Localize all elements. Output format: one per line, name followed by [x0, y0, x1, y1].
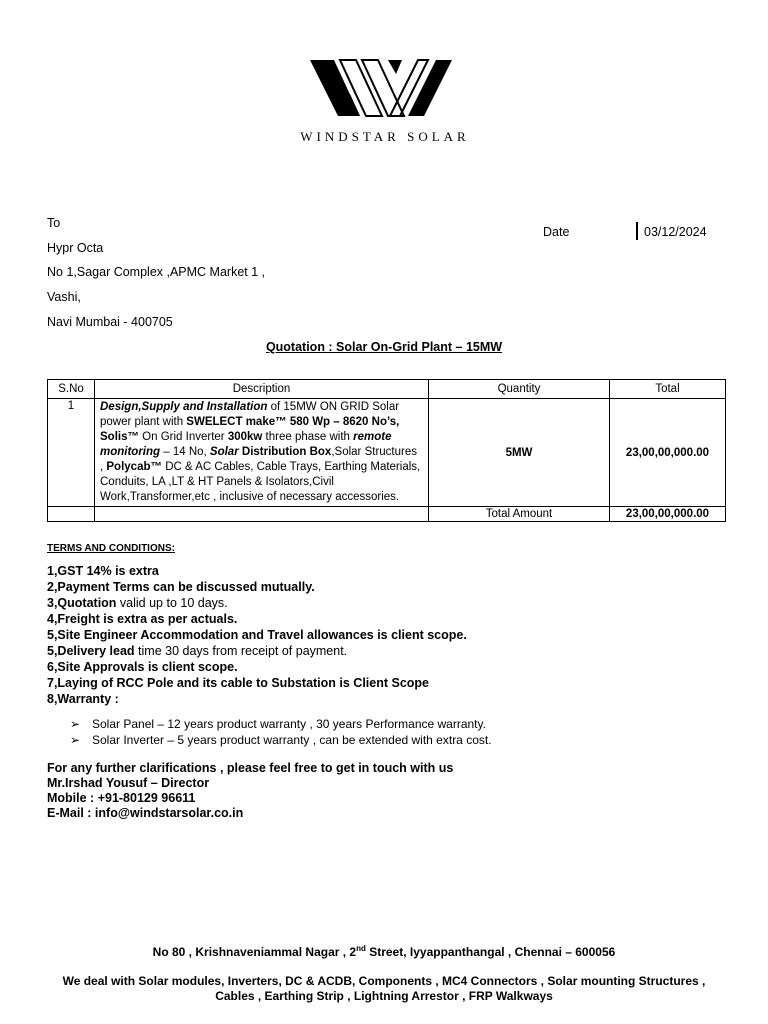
term-rcc-pole: 7,Laying of RCC Pole and its cable to Substation is Client Scope	[47, 676, 430, 690]
cell-quantity: 5MW	[429, 399, 610, 507]
terms-heading: TERMS AND CONDITIONS:	[47, 543, 175, 554]
recipient-address-line1: No 1,Sagar Complex ,APMC Market 1 ,	[47, 265, 266, 279]
header-quantity: Quantity	[429, 380, 610, 399]
recipient-address-line2: Vashi,	[47, 290, 81, 304]
date-separator	[636, 222, 638, 240]
contact-mobile: Mobile : +91-80129 96611	[47, 791, 196, 805]
quotation-table	[47, 379, 726, 522]
table-header-row	[48, 380, 726, 399]
term-payment: 2,Payment Terms can be discussed mutually.	[47, 580, 315, 594]
contact-person: Mr.Irshad Yousuf – Director	[47, 776, 210, 790]
table-row	[48, 399, 726, 507]
term-accommodation: 5,Site Engineer Accommodation and Travel allowances is client scope.	[47, 628, 467, 642]
list-item: ➢ Solar Inverter – 5 years product warranty , can be extended with extra cost.	[70, 733, 492, 747]
total-amount-label: Total Amount	[429, 507, 610, 522]
footer-products-line2: Cables , Earthing Strip , Lightning Arrestor , FRP Walkways	[215, 989, 553, 1003]
term-approvals: 6,Site Approvals is client scope.	[47, 660, 238, 674]
brand-name: WINDSTAR SOLAR	[300, 129, 470, 144]
contact-block	[47, 761, 453, 821]
recipient-address-line3: Navi Mumbai - 400705	[47, 315, 173, 329]
list-item: ➢ Solar Panel – 12 years product warranty , 30 years Performance warranty.	[70, 717, 486, 731]
arrow-bullet-icon: ➢	[70, 717, 81, 731]
quotation-title	[0, 340, 768, 354]
term-delivery: 5,Delivery lead time 30 days from receipt of payment.	[47, 644, 348, 658]
recipient-name: Hypr Octa	[47, 241, 104, 255]
cell-sno: 1	[48, 399, 95, 507]
recipient-to: To	[47, 216, 61, 230]
company-logo	[290, 54, 480, 144]
contact-email: E-Mail : info@windstarsolar.co.in	[47, 806, 244, 820]
footer-products	[0, 974, 768, 1004]
term-warranty: 8,Warranty :	[47, 692, 119, 706]
footer-products-line1: We deal with Solar modules, Inverters, DC & ACDB, Components , MC4 Connectors , Solar mounting Structures ,	[62, 974, 706, 988]
date-value: 03/12/2024	[644, 225, 707, 239]
cell-empty-sno	[48, 507, 95, 522]
term-gst: 1,GST 14% is extra	[47, 564, 159, 578]
table-total-row	[48, 507, 726, 522]
terms-list	[47, 563, 467, 707]
quotation-title-text: Quotation : Solar On-Grid Plant – 15MW	[265, 340, 503, 354]
header-description: Description	[95, 380, 429, 399]
cell-description: Design,Supply and Installation of 15MW ON GRID Solar power plant with SWELECT make™ 580 Wp – 8620 No’s, Solis™ On Grid Inverter 300kw three phase with remote monitoring – 14 No, Solar Distribution Box,Solar Structures , Polycab™ DC & AC Cables, Cable Trays, Earthing Materials, Conduits, LA ,LT & HT Panels & Isolators,Civil Work,Transformer,etc , inclusive of necessary accessories.	[95, 399, 429, 507]
total-amount-value: 23,00,00,000.00	[610, 507, 726, 522]
windstar-logo-icon	[290, 54, 480, 126]
header-total: Total	[610, 380, 726, 399]
warranty-list	[70, 716, 492, 748]
date-label: Date	[543, 225, 570, 239]
contact-intro: For any further clarifications , please feel free to get in touch with us	[47, 761, 454, 775]
cell-empty-desc	[95, 507, 429, 522]
term-freight: 4,Freight is extra as per actuals.	[47, 612, 238, 626]
cell-total: 23,00,00,000.00	[610, 399, 726, 507]
arrow-bullet-icon: ➢	[70, 733, 81, 747]
header-sno: S.No	[48, 380, 95, 399]
term-validity: 3,Quotation valid up to 10 days.	[47, 596, 228, 610]
footer-address: No 80 , Krishnaveniammal Nagar , 2nd Street, Iyyappanthangal , Chennai – 600056	[152, 944, 616, 959]
